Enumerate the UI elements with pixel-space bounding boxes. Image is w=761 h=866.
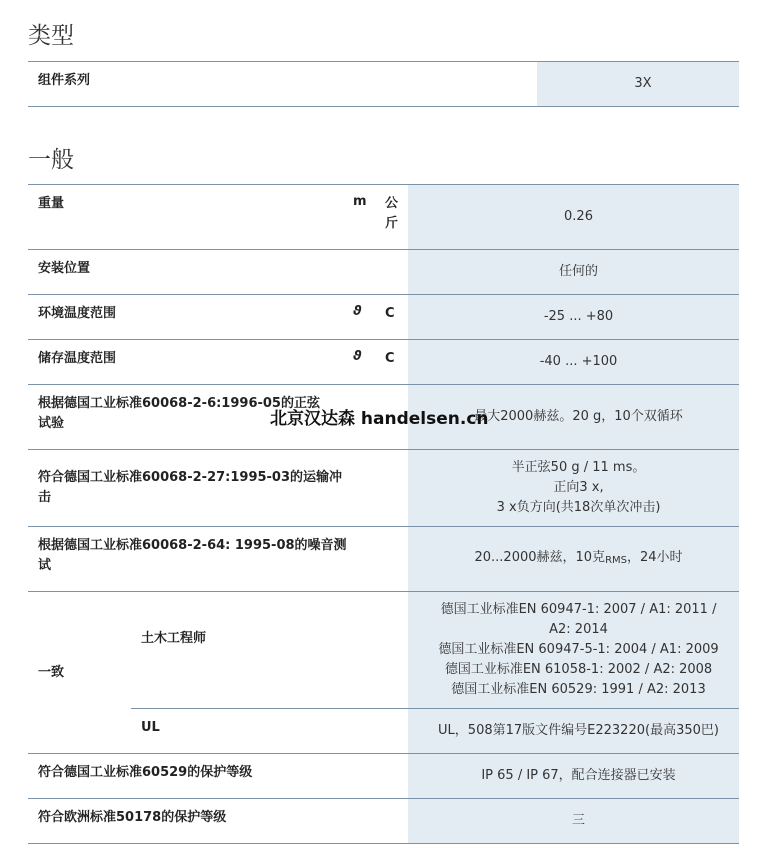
row-symbol-weight: m (343, 185, 375, 250)
value-line: 德国工业标准EN 61058-1: 2002 / A2: 2008 (444, 662, 713, 677)
row-label-ul: UL (131, 709, 408, 754)
row-symbol-ambient-temp: ϑ (343, 295, 375, 340)
table-row (28, 450, 739, 527)
row-unit-weight (375, 185, 408, 250)
row-value-civil-engineer (408, 592, 739, 709)
table-row (28, 527, 739, 592)
row-label-civil-engineer: 土木工程师 (131, 592, 408, 709)
table-row (28, 295, 739, 340)
row-label-component-series: 组件系列 (28, 62, 537, 107)
row-label-mounting: 安装位置 (28, 250, 408, 295)
noise-value-suffix: ，24小时 (627, 549, 683, 565)
table-row (28, 250, 739, 295)
row-label-en-protection: 符合欧洲标准50178的保护等级 (28, 799, 408, 844)
value-line: 3 x负方向(共18次单次冲击) (496, 500, 661, 515)
row-label-transport-shock: 符合德国工业标准60068-2-27:1995-03的运输冲击 (28, 450, 408, 527)
table-row (28, 592, 739, 709)
row-value-mounting: 任何的 (408, 250, 739, 295)
table-row (28, 754, 739, 799)
row-unit-storage-temp: C (375, 340, 408, 385)
unit-text: 公斤 (385, 196, 399, 231)
row-value-storage-temp: -40 ... +100 (408, 340, 739, 385)
general-table (28, 184, 739, 844)
row-value-ul: UL，508第17版文件编号E223220(最高350巴) (408, 709, 739, 754)
row-value-en-protection: 三 (408, 799, 739, 844)
watermark-text: 北京汉达森 handelsen.cn (270, 409, 489, 429)
row-value-sine-test: 最大2000赫兹。20 g，10个双循环 (408, 385, 739, 450)
row-value-transport-shock (408, 450, 739, 527)
row-value-component-series: 3X (537, 62, 739, 107)
value-line: 德国工业标准EN 60947-1: 2007 / A1: 2011 / (440, 602, 717, 617)
value-line: 正向3 x, (553, 480, 604, 495)
row-label-sine-test: 根据德国工业标准60068-2-6:1996-05的正弦试验 (28, 385, 408, 450)
row-label-ambient-temp: 环境温度范围 (28, 295, 343, 340)
row-label-ip-protection: 符合德国工业标准60529的保护等级 (28, 754, 408, 799)
section-title-type: 类型 (28, 23, 74, 49)
noise-value-prefix: 20...2000赫兹，10克 (474, 549, 606, 565)
row-value-weight: 0.26 (408, 185, 739, 250)
value-line: A2: 2014 (549, 622, 608, 637)
row-unit-ambient-temp: C (375, 295, 408, 340)
row-label-noise-test: 根据德国工业标准60068-2-64: 1995-08的噪音测试 (28, 527, 408, 592)
row-value-noise-test (408, 527, 739, 592)
row-label-conformity: 一致 (28, 592, 131, 754)
row-value-ip-protection: IP 65 / IP 67，配合连接器已安装 (408, 754, 739, 799)
type-table (28, 61, 739, 107)
table-row (28, 799, 739, 844)
noise-value-sub: RMS (605, 554, 627, 566)
row-value-ambient-temp: -25 ... +80 (408, 295, 739, 340)
table-row (28, 709, 739, 754)
value-line: 德国工业标准EN 60529: 1991 / A2: 2013 (451, 682, 706, 697)
row-label-storage-temp: 储存温度范围 (28, 340, 343, 385)
value-line: 半正弦50 g / 11 ms。 (511, 460, 646, 475)
row-label-weight: 重量 (28, 185, 343, 250)
row-symbol-storage-temp: ϑ (343, 340, 375, 385)
table-row (28, 185, 739, 250)
table-row (28, 62, 739, 107)
value-line: 德国工业标准EN 60947-5-1: 2004 / A1: 2009 (438, 642, 719, 657)
table-row (28, 340, 739, 385)
section-title-general: 一般 (28, 147, 74, 173)
